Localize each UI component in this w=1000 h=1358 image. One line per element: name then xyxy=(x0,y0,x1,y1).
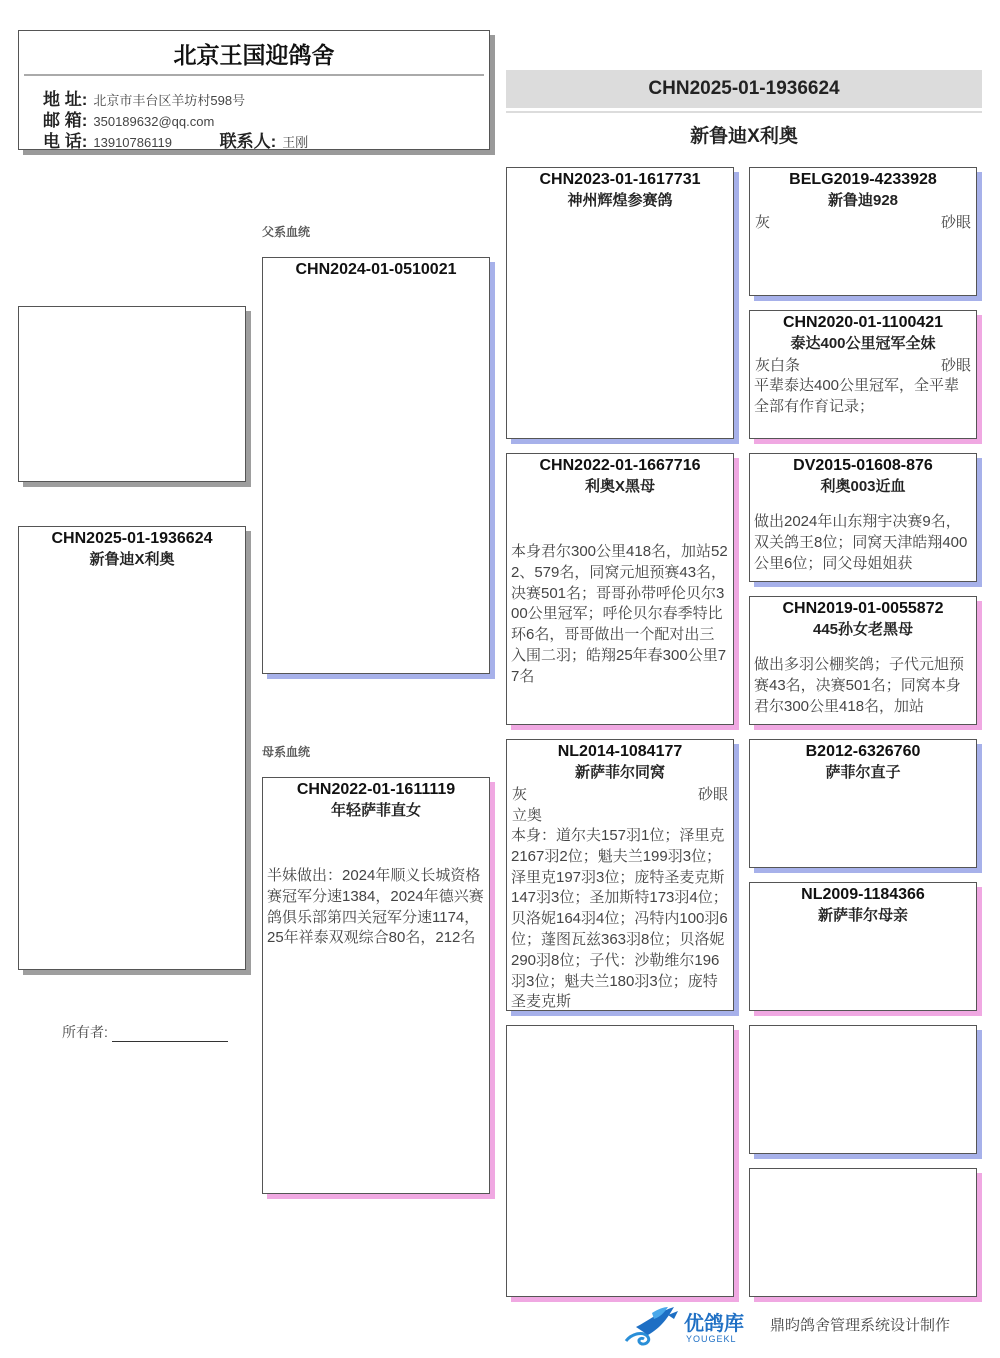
dam-sire-color: 灰 xyxy=(512,786,528,803)
subject-name-title: 新鲁迪X利奥 xyxy=(690,126,798,147)
subject-name: 新鲁迪X利奥 xyxy=(89,551,175,568)
sss-name: 新鲁迪928 xyxy=(827,192,899,209)
dam-box xyxy=(262,777,490,1194)
dam-name: 年轻萨菲直女 xyxy=(330,802,421,819)
ssd-box xyxy=(749,310,977,439)
owner-label: 所有者: xyxy=(62,1024,108,1040)
subject-ring: CHN2025-01-1936624 xyxy=(51,530,213,547)
swirl-logo-icon xyxy=(618,1305,682,1349)
ssd-ring: CHN2020-01-1100421 xyxy=(782,314,944,331)
sdd-ring: CHN2019-01-0055872 xyxy=(782,600,944,617)
brand-subtitle: YOUGEKL xyxy=(686,1334,737,1344)
footer-credit: 鼎昀鸽舍管理系统设计制作 xyxy=(770,1317,951,1334)
sire-dam-name: 利奥X黑母 xyxy=(584,478,655,495)
header-divider xyxy=(24,74,484,76)
phone-label: 电 话: xyxy=(43,132,88,151)
sds-box xyxy=(749,453,977,582)
dds-box xyxy=(749,1025,977,1154)
sire-sire-name: 神州辉煌参赛鸽 xyxy=(567,192,673,209)
loft-name: 北京王国迎鸽舍 xyxy=(173,42,335,68)
subject-box xyxy=(18,526,246,970)
sss-attrs xyxy=(750,212,976,233)
sire-sire-box xyxy=(506,167,734,439)
sire-sire-ring: CHN2023-01-1617731 xyxy=(539,171,701,188)
dss-ring: B2012-6326760 xyxy=(805,743,921,760)
brand-name: 优鸽库 xyxy=(684,1313,744,1335)
contact-value: 王刚 xyxy=(282,135,309,150)
sdd-notes: 做出多羽公棚奖鸽；子代元旭预赛43名，决赛501名；同窝本身君尔300公里418名，加站 xyxy=(754,656,965,715)
dsd-box xyxy=(749,882,977,1011)
ddd-box xyxy=(749,1168,977,1297)
dam-sire-notes: 本身：道尔夫157羽1位；泽里克2167羽2位；魁夫兰199羽3位；泽里克197羽3位；庞特圣麦克斯147羽3位；圣加斯特173羽4位；贝洛妮164羽4位；冯特内100羽6位；蓬图瓦兹363羽8位；贝洛妮290羽8位；子代：沙勒维尔196羽3位；魁夫兰180羽3位；庞特圣麦克斯 xyxy=(511,827,728,1011)
email-label: 邮 箱: xyxy=(43,111,88,130)
sss-box xyxy=(749,167,977,296)
ssd-notes: 平辈泰达400公里冠军，全平辈全部有作育记录； xyxy=(754,377,960,415)
sdd-name: 445孙女老黑母 xyxy=(812,621,914,638)
sire-line-label: 父系血统 xyxy=(262,225,311,239)
address-value: 北京市丰台区羊坊村598号 xyxy=(93,93,246,108)
sire-box xyxy=(262,257,490,674)
ssd-name: 泰达400公里冠军全妹 xyxy=(790,335,936,352)
ssd-attrs xyxy=(750,355,976,376)
dss-box xyxy=(749,739,977,868)
dam-notes: 半妹做出：2024年顺义长城资格赛冠军分速1384，2024年德兴赛鸽俱乐部第四关冠军分速1174，25年祥泰双观综合80名，212名 xyxy=(267,867,484,947)
dam-sire-extra: 立奥 xyxy=(512,807,543,824)
dam-sire-name: 新萨菲尔同窝 xyxy=(574,764,665,781)
phone-value: 13910786119 xyxy=(93,135,172,150)
phone-row xyxy=(43,127,308,152)
sire-dam-ring: CHN2022-01-1667716 xyxy=(539,457,701,474)
dam-ring: CHN2022-01-1611119 xyxy=(296,781,456,798)
sds-ring: DV2015-01608-876 xyxy=(793,457,933,474)
sss-ring: BELG2019-4233928 xyxy=(789,171,937,188)
dsd-name: 新萨菲尔母亲 xyxy=(817,907,908,924)
sire-dam-notes: 本身君尔300公里418名，加站522、579名，同窝元旭预赛43名，决赛501名；哥哥孙带呼伦贝尔300公里冠军；呼伦贝尔春季特比环6名，哥哥做出一个配对出三入围二羽；皓翔25年春300公里77名 xyxy=(511,543,728,685)
address-label: 地 址: xyxy=(43,90,88,109)
sdd-box xyxy=(749,596,977,725)
sss-color: 灰 xyxy=(755,214,771,231)
sss-eye: 砂眼 xyxy=(940,214,971,231)
dsd-ring: NL2009-1184366 xyxy=(801,886,925,903)
dam-line-label: 母系血统 xyxy=(262,745,311,759)
email-value: 350189632@qq.com xyxy=(93,114,215,129)
subject-ring-banner: CHN2025-01-1936624 xyxy=(506,70,982,108)
photo-box xyxy=(18,306,246,482)
dss-name: 萨菲尔直子 xyxy=(825,764,901,781)
sds-notes: 做出2024年山东翔宇决赛9名，双关鸽王8位；同窝天津皓翔400公里6位；同父母姐姐获 xyxy=(754,513,968,572)
sire-ring: CHN2024-01-0510021 xyxy=(295,261,457,278)
sds-name: 利奥003近血 xyxy=(820,478,906,495)
ssd-eye: 砂眼 xyxy=(940,357,971,374)
contact-label: 联系人: xyxy=(219,132,277,151)
owner-field xyxy=(62,1022,228,1042)
dam-dam-box xyxy=(506,1025,734,1297)
brand-logo xyxy=(618,1305,758,1349)
loft-info-card xyxy=(18,30,490,150)
ssd-color: 灰白条 xyxy=(755,357,801,374)
dam-sire-attrs xyxy=(507,784,733,805)
dam-sire-ring: NL2014-1084177 xyxy=(557,743,683,760)
dam-sire-box xyxy=(506,739,734,1011)
owner-signature-line xyxy=(112,1027,228,1042)
dam-sire-eye: 砂眼 xyxy=(697,786,728,803)
banner-underline xyxy=(506,111,982,113)
sire-dam-box xyxy=(506,453,734,725)
